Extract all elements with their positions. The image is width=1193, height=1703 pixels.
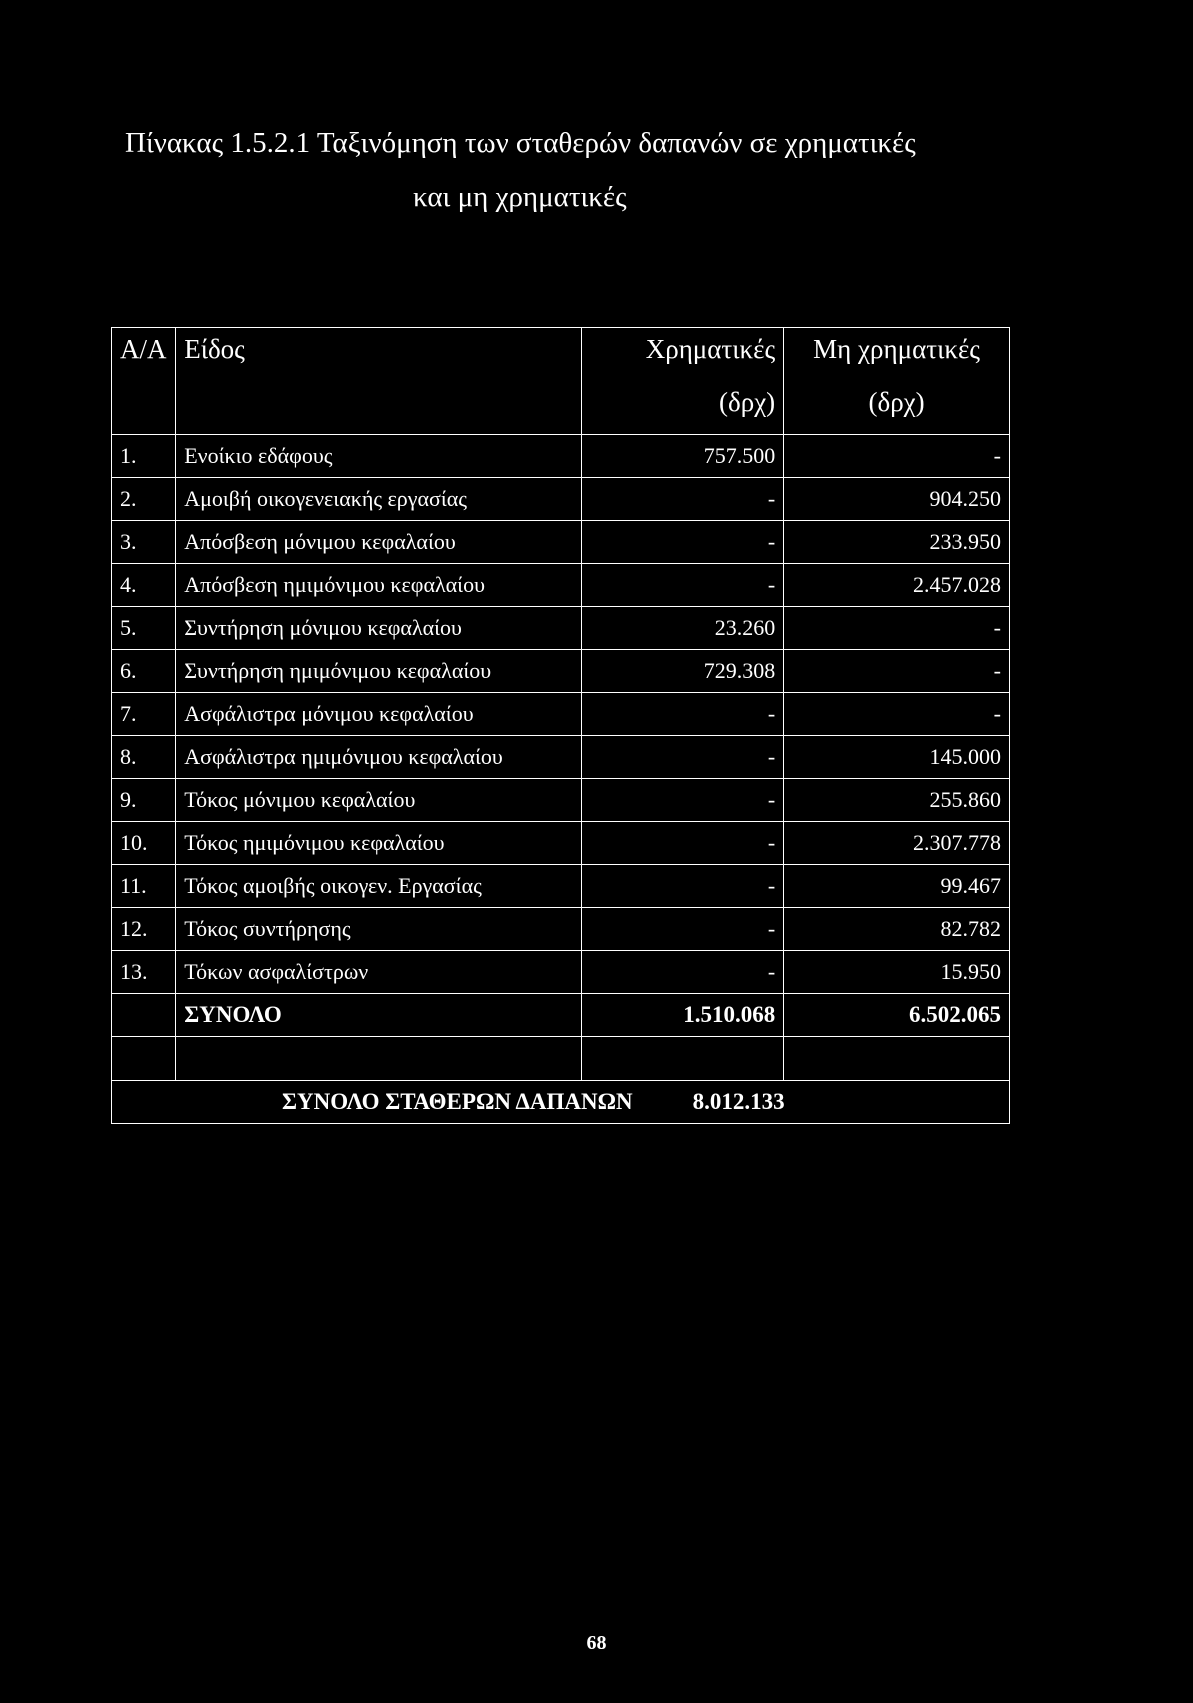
row-type-cell: Ενοίκιο εδάφους xyxy=(176,435,582,478)
table-row xyxy=(112,736,1010,779)
row-nonmonetary-cell: 233.950 xyxy=(784,521,1010,564)
spacer-cell xyxy=(176,1037,582,1081)
row-aa-cell: 9. xyxy=(112,779,176,822)
row-aa-cell: 7. xyxy=(112,693,176,736)
spacer-cell xyxy=(784,1037,1010,1081)
table-row xyxy=(112,693,1010,736)
row-nonmonetary-cell: - xyxy=(784,650,1010,693)
table-row xyxy=(112,564,1010,607)
row-type-cell: Τόκος ημιμόνιμου κεφαλαίου xyxy=(176,822,582,865)
table-row xyxy=(112,521,1010,564)
header-type: Είδος xyxy=(176,328,582,435)
row-type-cell: Ασφάλιστρα ημιμόνιμου κεφαλαίου xyxy=(176,736,582,779)
row-type-cell: Συντήρηση μόνιμου κεφαλαίου xyxy=(176,607,582,650)
table-row xyxy=(112,650,1010,693)
row-monetary-cell: - xyxy=(582,865,784,908)
row-aa-cell: 13. xyxy=(112,951,176,994)
row-nonmonetary-cell: 255.860 xyxy=(784,779,1010,822)
row-monetary-cell: - xyxy=(582,478,784,521)
spacer-cell xyxy=(582,1037,784,1081)
row-type-cell: Τόκος μόνιμου κεφαλαίου xyxy=(176,779,582,822)
table-row xyxy=(112,478,1010,521)
grand-total-row xyxy=(112,1081,1010,1124)
row-nonmonetary-cell: 145.000 xyxy=(784,736,1010,779)
spacer-row xyxy=(112,1037,1010,1081)
row-nonmonetary-cell: 904.250 xyxy=(784,478,1010,521)
table-row xyxy=(112,435,1010,478)
row-aa-cell: 11. xyxy=(112,865,176,908)
row-nonmonetary-cell: - xyxy=(784,693,1010,736)
row-aa-cell: 10. xyxy=(112,822,176,865)
page-number: 68 xyxy=(586,1632,607,1654)
row-monetary-cell: 757.500 xyxy=(582,435,784,478)
total-row xyxy=(112,994,1010,1037)
row-monetary-cell: 23.260 xyxy=(582,607,784,650)
table-row xyxy=(112,908,1010,951)
row-nonmonetary-cell: - xyxy=(784,607,1010,650)
header-nonmonetary-unit: (δρχ) xyxy=(868,387,925,417)
header-monetary xyxy=(582,328,784,435)
row-type-cell: Τόκος αμοιβής οικογεν. Εργασίας xyxy=(176,865,582,908)
table-caption-line2: και μη χρηματικές xyxy=(413,181,627,213)
row-nonmonetary-cell: 15.950 xyxy=(784,951,1010,994)
row-aa-cell: 12. xyxy=(112,908,176,951)
table-row xyxy=(112,607,1010,650)
header-aa: Α/Α xyxy=(112,328,176,435)
row-aa-cell: 1. xyxy=(112,435,176,478)
row-aa-cell: 4. xyxy=(112,564,176,607)
row-type-cell: Απόσβεση μόνιμου κεφαλαίου xyxy=(176,521,582,564)
table-header-row xyxy=(112,328,1010,435)
row-monetary-cell: - xyxy=(582,736,784,779)
row-nonmonetary-cell: 2.307.778 xyxy=(784,822,1010,865)
row-type-cell: Τόκος συντήρησης xyxy=(176,908,582,951)
row-monetary-cell: - xyxy=(582,951,784,994)
row-aa-cell: 2. xyxy=(112,478,176,521)
row-nonmonetary-cell: 2.457.028 xyxy=(784,564,1010,607)
row-monetary-cell: - xyxy=(582,564,784,607)
row-type-cell: Τόκων ασφαλίστρων xyxy=(176,951,582,994)
row-aa-cell: 3. xyxy=(112,521,176,564)
row-monetary-cell: - xyxy=(582,822,784,865)
total-monetary: 1.510.068 xyxy=(582,994,784,1037)
row-type-cell: Απόσβεση ημιμόνιμου κεφαλαίου xyxy=(176,564,582,607)
row-type-cell: Αμοιβή οικογενειακής εργασίας xyxy=(176,478,582,521)
row-aa-cell: 5. xyxy=(112,607,176,650)
header-monetary-label: Χρηματικές xyxy=(645,334,776,364)
row-type-cell: Ασφάλιστρα μόνιμου κεφαλαίου xyxy=(176,693,582,736)
row-type-cell: Συντήρηση ημιμόνιμου κεφαλαίου xyxy=(176,650,582,693)
row-nonmonetary-cell: 82.782 xyxy=(784,908,1010,951)
total-nonmonetary: 6.502.065 xyxy=(784,994,1010,1037)
fixed-costs-table xyxy=(111,327,1010,1124)
table-row xyxy=(112,865,1010,908)
row-monetary-cell: - xyxy=(582,779,784,822)
spacer-cell xyxy=(112,1037,176,1081)
header-nonmonetary-label: Μη χρηματικές xyxy=(813,334,980,364)
row-monetary-cell: - xyxy=(582,693,784,736)
total-label: ΣΥΝΟΛΟ xyxy=(176,994,582,1037)
row-monetary-cell: 729.308 xyxy=(582,650,784,693)
row-aa-cell: 8. xyxy=(112,736,176,779)
table-row xyxy=(112,779,1010,822)
total-empty-cell xyxy=(112,994,176,1037)
row-nonmonetary-cell: - xyxy=(784,435,1010,478)
table-row xyxy=(112,951,1010,994)
grand-total-label: ΣΥΝΟΛΟ ΣΤΑΘΕΡΩΝ ΔΑΠΑΝΩΝ xyxy=(282,1089,633,1114)
table-caption-line1: Πίνακας 1.5.2.1 Ταξινόμηση των σταθερών δαπανών σε χρηματικές xyxy=(125,127,916,159)
row-nonmonetary-cell: 99.467 xyxy=(784,865,1010,908)
grand-total-value: 8.012.133 xyxy=(692,1089,785,1114)
grand-total-cell xyxy=(112,1081,1010,1124)
row-monetary-cell: - xyxy=(582,521,784,564)
row-aa-cell: 6. xyxy=(112,650,176,693)
row-monetary-cell: - xyxy=(582,908,784,951)
table-row xyxy=(112,822,1010,865)
header-monetary-unit: (δρχ) xyxy=(719,387,776,417)
header-nonmonetary xyxy=(784,328,1010,435)
